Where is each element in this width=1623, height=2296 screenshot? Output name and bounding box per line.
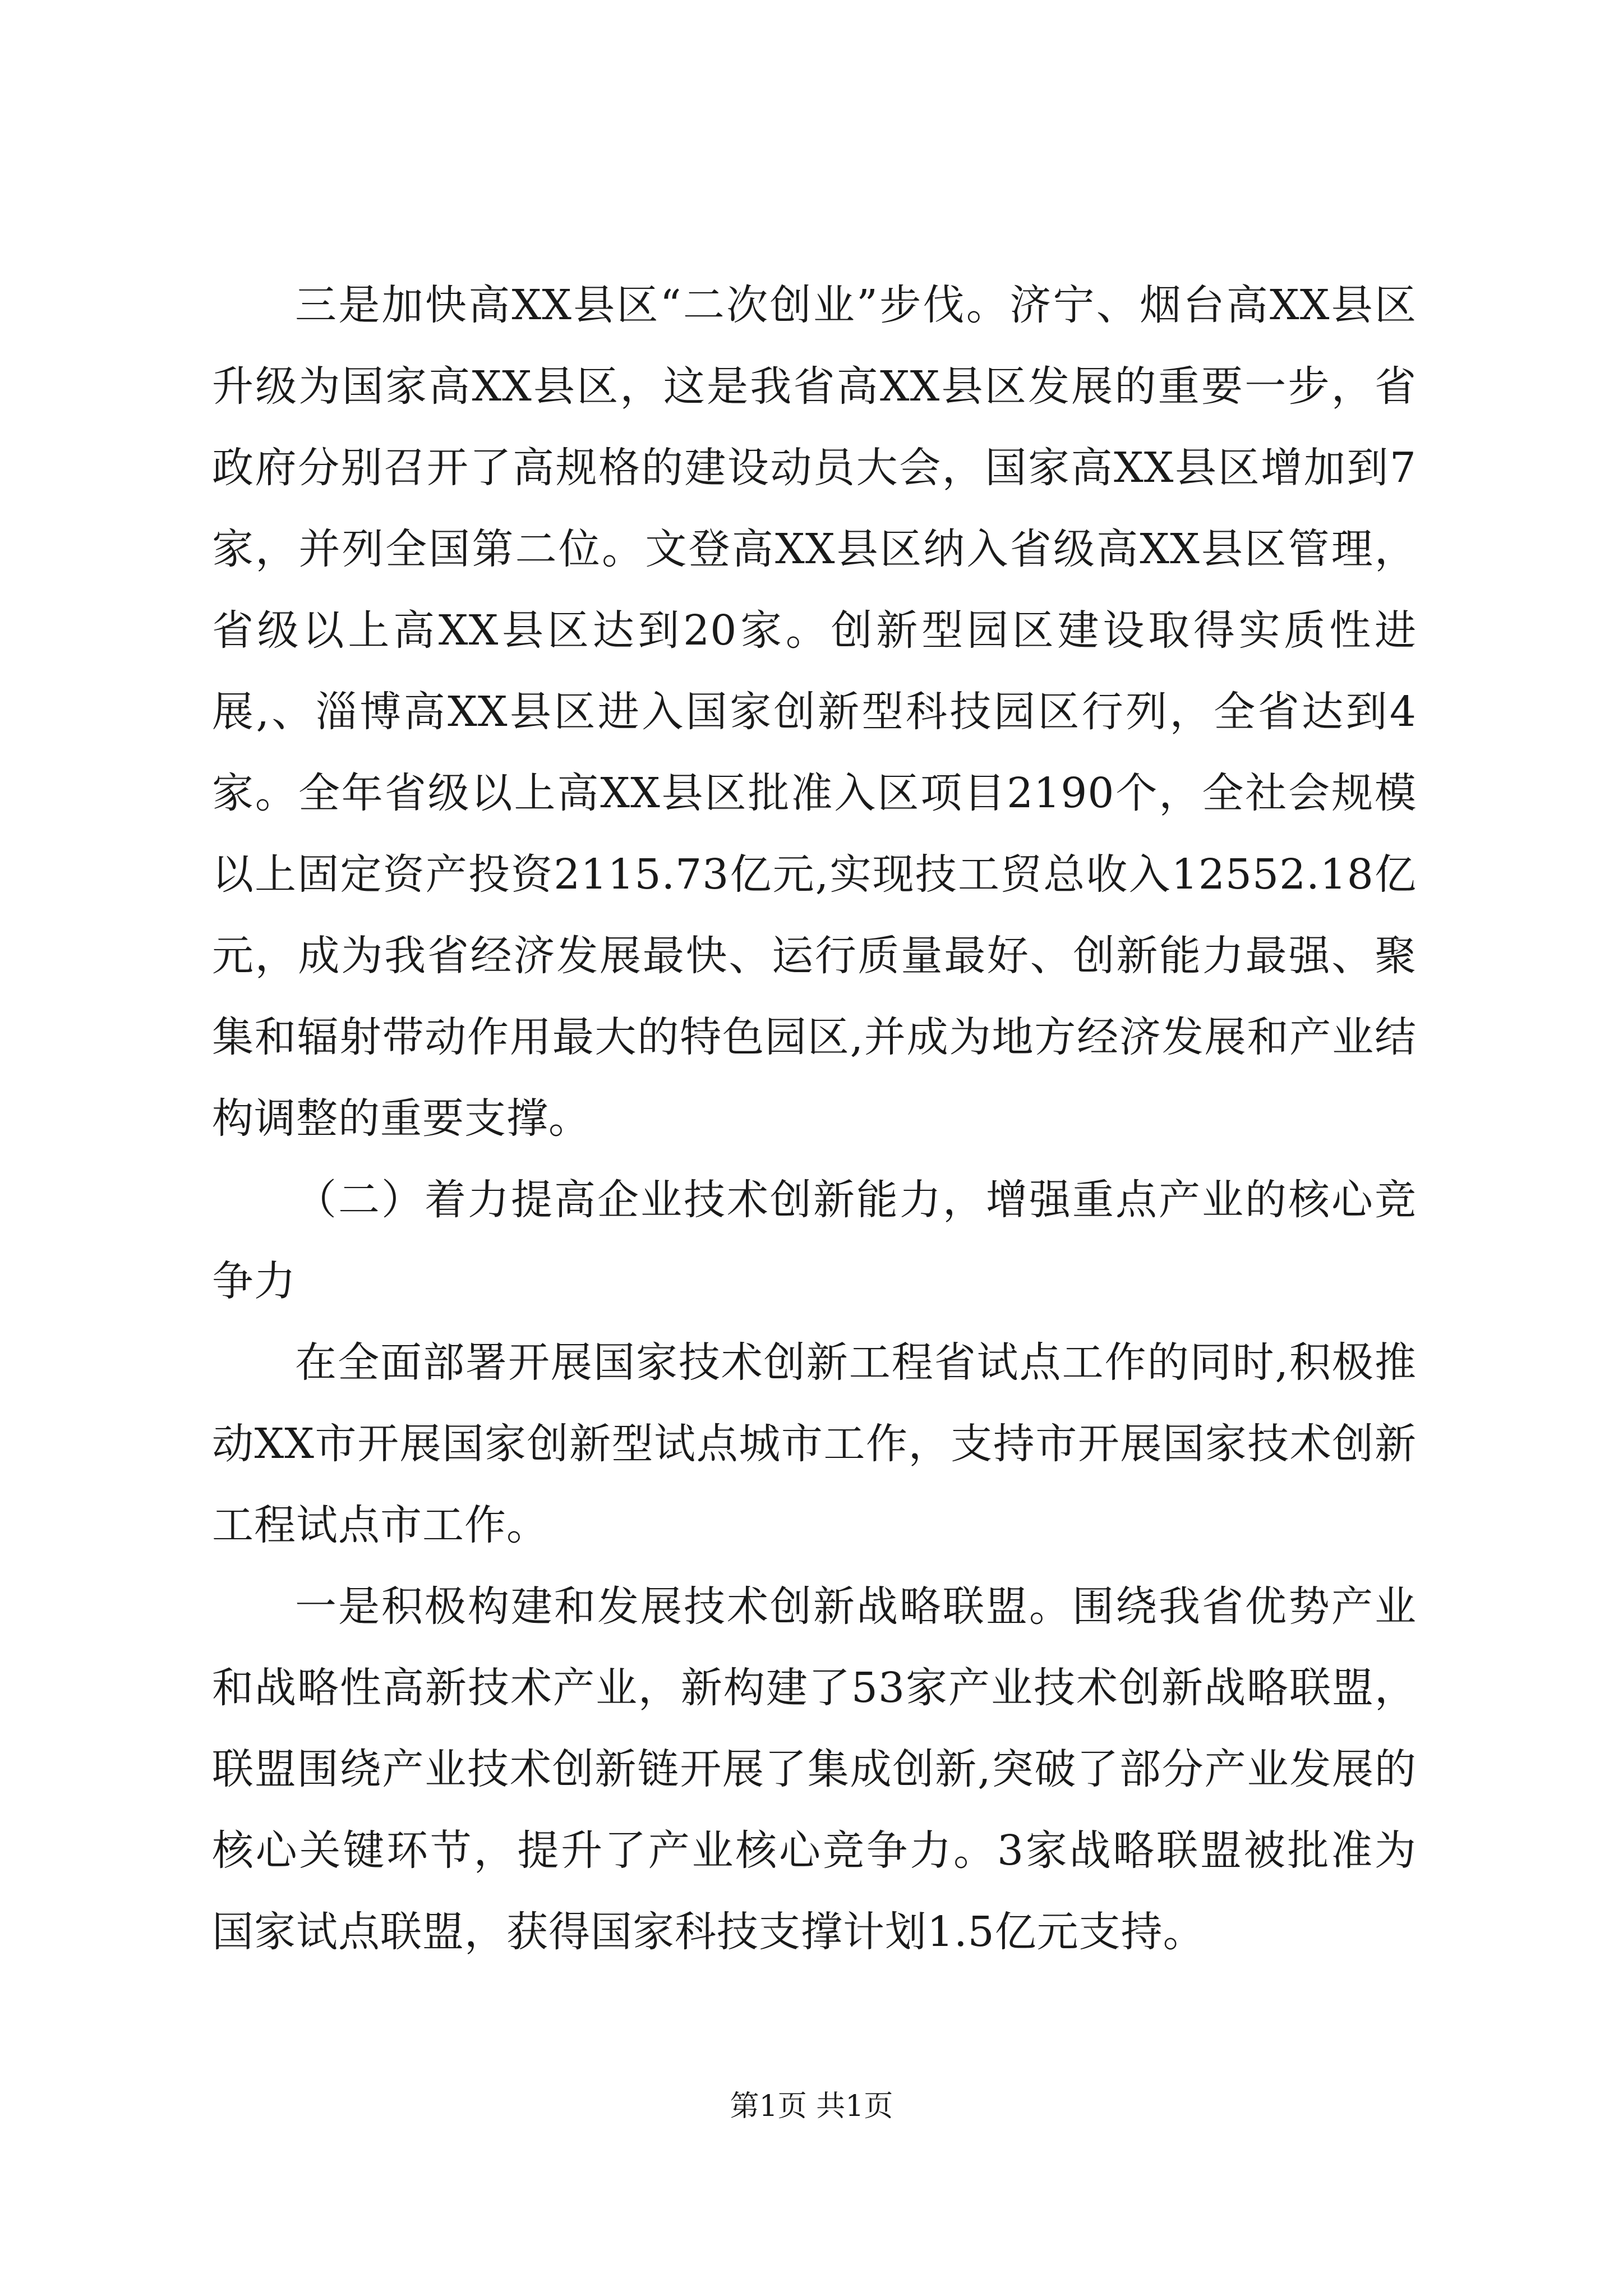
section-heading-innovation: （二）着力提高企业技术创新能力，增强重点产业的核心竞争力 [212,1176,1417,1305]
paragraph-high-tech-zones: 三是加快高XX县区“二次创业”步伐。济宁、烟台高XX县区升级为国家高XX县区，这是我省高XX县区发展的重要一步，省政府分别召开了高规格的建设动员大会，国家高XX县区增加到7家，并列全国第二位。文登高XX县区纳入省级高XX县区管理，省级以上高XX县区达到20家。创新型园区建设取得实质性进展,、淄博高XX县区进入国家创新型科技园区行列，全省达到4家。全年省级以上高XX县区批准入区项目2190个，全社会规模以上固定资产投资2115.73亿元,实现技工贸总收入12552.18亿元，成为我省经济发展最快、运行质量最好、创新能力最强、聚集和辐射带动作用最大的特色园区,并成为地方经济发展和产业结构调整的重要支撑。 [212,281,1417,1143]
document-body [212,265,1417,1973]
paragraph-strategic-alliances: 一是积极构建和发展技术创新战略联盟。围绕我省优势产业和战略性高新技术产业，新构建了53家产业技术创新战略联盟，联盟围绕产业技术创新链开展了集成创新,突破了部分产业发展的核心关键环节，提升了产业核心竞争力。3家战略联盟被批准为国家试点联盟，获得国家科技支撑计划1.5亿元支持。 [212,1582,1417,1956]
page-footer: 第1页 共1页 [730,2090,893,2123]
paragraph-pilot-work: 在全面部署开展国家技术创新工程省试点工作的同时,积极推动XX市开展国家创新型试点城市工作，支持市开展国家技术创新工程试点市工作。 [212,1338,1417,1549]
